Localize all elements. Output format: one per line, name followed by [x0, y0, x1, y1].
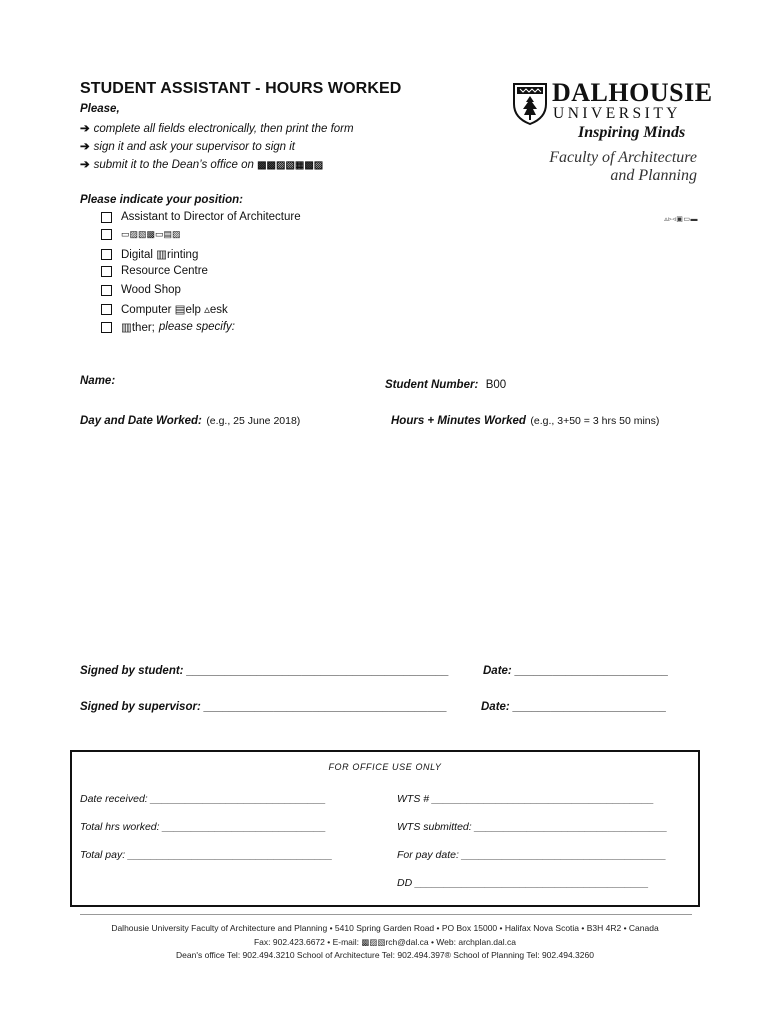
- university-name: DALHOUSIE: [552, 78, 713, 107]
- footer-divider: [80, 914, 692, 915]
- date-received-field[interactable]: Date received: ______________________________: [80, 793, 326, 805]
- please-label: Please,: [80, 103, 120, 115]
- wts-number-field[interactable]: WTS # ______________________________________: [397, 793, 654, 805]
- position-option[interactable]: [101, 302, 228, 316]
- instruction-step-1: [80, 121, 354, 135]
- office-use-title: FOR OFFICE USE ONLY: [328, 762, 442, 772]
- day-date-label: Day and Date Worked:: [80, 415, 202, 427]
- position-option[interactable]: [101, 211, 301, 223]
- arrow-right-icon: ➔: [80, 141, 90, 153]
- supervisor-signature-line[interactable]: Signed by supervisor: ______________________________________: [80, 701, 448, 713]
- student-signature-line[interactable]: Signed by student: _________________________________________: [80, 665, 449, 677]
- instruction-text: sign it and ask your supervisor to sign it: [93, 141, 295, 153]
- position-option[interactable]: [101, 265, 208, 277]
- checkbox[interactable]: [101, 304, 112, 315]
- page-title: STUDENT ASSISTANT - HOURS WORKED: [80, 80, 402, 97]
- university-subtitle: UNIVERSITY: [553, 105, 681, 122]
- option-label: Digital ▥rinting: [121, 249, 199, 261]
- name-label: Name:: [80, 375, 116, 387]
- arrow-right-icon: ➔: [80, 159, 90, 171]
- for-pay-date-field[interactable]: For pay date: ___________________________________: [397, 849, 667, 861]
- hours-label: Hours + Minutes Worked: [391, 415, 526, 427]
- option-label: ▥ther;: [121, 322, 155, 334]
- instruction-step-3: [80, 157, 323, 171]
- total-hours-field[interactable]: Total hrs worked: ____________________________: [80, 821, 326, 833]
- arrow-right-icon: ➔: [80, 123, 90, 135]
- student-date-line[interactable]: Date: ________________________: [483, 665, 669, 677]
- form-code: ▵▹◃▣▭▬: [664, 216, 698, 223]
- position-option-other[interactable]: [101, 320, 235, 334]
- instruction-step-2: [80, 139, 295, 153]
- dalhousie-crest-icon: [512, 82, 548, 126]
- university-tagline: Inspiring Minds: [578, 124, 686, 141]
- option-label: Resource Centre: [121, 265, 208, 277]
- total-pay-field[interactable]: Total pay: ___________________________________: [80, 849, 333, 861]
- office-use-box: [70, 750, 700, 907]
- option-label: ▭▨▧▩▭▤▨: [121, 229, 181, 239]
- day-date-hint: (e.g., 25 June 2018): [206, 415, 301, 427]
- checkbox[interactable]: [101, 212, 112, 223]
- position-option[interactable]: [101, 284, 181, 296]
- day-date-field: [80, 411, 300, 429]
- checkbox[interactable]: [101, 285, 112, 296]
- hours-hint: (e.g., 3+50 = 3 hrs 50 mins): [530, 415, 660, 427]
- footer-address: Dalhousie University Faculty of Architecture and Planning • 5410 Spring Garden Road • PO Box 15000 • Halifax Nova Scotia • B3H 4R2 • Canada: [111, 923, 659, 933]
- checkbox[interactable]: [101, 322, 112, 333]
- instruction-text: submit it to the Dean’s office on: [93, 159, 254, 171]
- position-option[interactable]: [101, 247, 198, 261]
- student-number-label: Student Number:: [385, 379, 479, 391]
- faculty-line-1: Faculty of Architecture: [549, 149, 697, 166]
- checkbox[interactable]: [101, 229, 112, 240]
- option-label: Computer ▤elp ▵esk: [121, 304, 228, 316]
- position-option[interactable]: [101, 229, 181, 240]
- supervisor-date-line[interactable]: Date: ________________________: [481, 701, 667, 713]
- student-number-field[interactable]: [385, 375, 506, 393]
- garbled-glyphs: ▩▩▨▧▦▩▨: [257, 160, 324, 171]
- checkbox[interactable]: [101, 249, 112, 260]
- dd-field[interactable]: DD ________________________________________: [397, 877, 649, 889]
- faculty-name: [549, 149, 697, 185]
- wts-submitted-field[interactable]: WTS submitted: _________________________________: [397, 821, 668, 833]
- checkbox[interactable]: [101, 266, 112, 277]
- hours-field: [391, 411, 659, 429]
- position-heading: Please indicate your position:: [80, 194, 243, 206]
- footer-contact: Fax: 902.423.6672 • E-mail: ▩▨▧rch@dal.ca • Web: archplan.dal.ca: [253, 937, 516, 947]
- instruction-text: complete all fields electronically, then print the form: [93, 123, 354, 135]
- faculty-line-2: and Planning: [610, 167, 697, 184]
- option-label: Assistant to Director of Architecture: [121, 211, 301, 223]
- footer-phones: Dean's office Tel: 902.494.3210 School of Architecture Tel: 902.494.397® School of Planning Tel: 902.494.3260: [176, 950, 594, 960]
- student-number-value[interactable]: B00: [485, 379, 507, 391]
- option-specify-hint: please specify:: [158, 321, 235, 333]
- option-label: Wood Shop: [121, 284, 181, 296]
